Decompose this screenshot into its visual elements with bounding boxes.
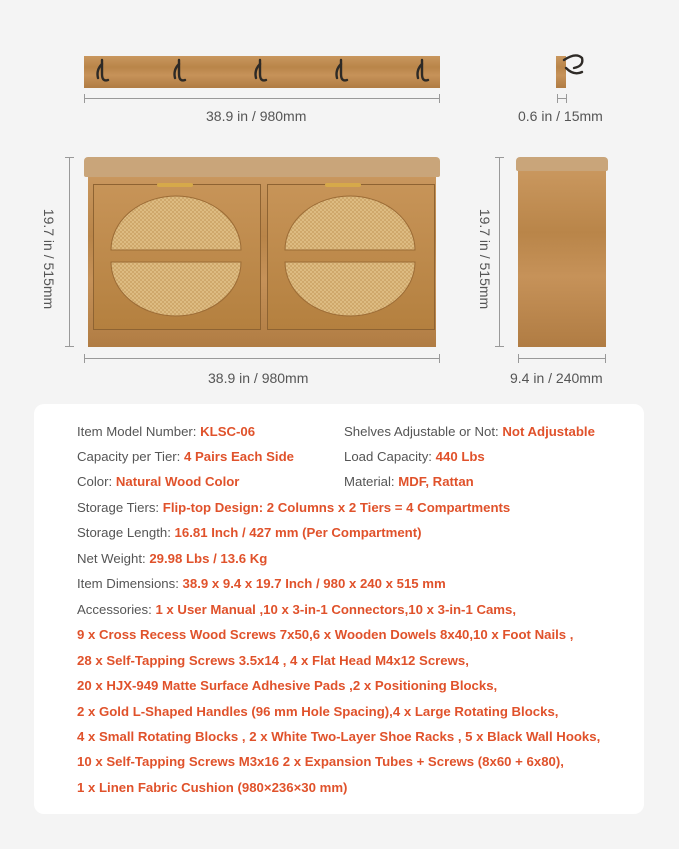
- rack-width-tick-left: [84, 94, 85, 103]
- rack-depth-label: 0.6 in / 15mm: [518, 108, 603, 124]
- accessories-line: 4 x Small Rotating Blocks , 2 x White Two-Layer Shoe Racks , 5 x Black Wall Hooks,: [77, 729, 601, 744]
- spec-weight-label: Net Weight:: [77, 551, 146, 566]
- spec-dimensions-value: 38.9 x 9.4 x 19.7 Inch / 980 x 240 x 515 mm: [182, 576, 446, 591]
- spec-tiers-value: Flip-top Design: 2 Columns x 2 Tiers = 4 Compartments: [162, 500, 511, 515]
- side-depth-tick-right: [605, 354, 606, 363]
- spec-model-label: Item Model Number:: [77, 424, 197, 439]
- accessories-line: 2 x Gold L-Shaped Handles (96 mm Hole Spacing),4 x Large Rotating Blocks,: [77, 704, 559, 719]
- accessories-line: 10 x Self-Tapping Screws M3x16 2 x Expansion Tubes + Screws (8x60 + 6x80),: [77, 754, 564, 769]
- spec-load-label: Load Capacity:: [344, 449, 432, 464]
- accessories-line: 20 x HJX-949 Matte Surface Adhesive Pads ,2 x Positioning Blocks,: [77, 678, 498, 693]
- spec-weight-value: 29.98 Lbs / 13.6 Kg: [149, 551, 268, 566]
- spec-length: [77, 525, 422, 540]
- cabinet-width-tick-left: [84, 354, 85, 363]
- side-height-label: 19.7 in / 515mm: [477, 208, 493, 310]
- side-depth-line: [518, 358, 606, 359]
- spec-dimensions-label: Item Dimensions:: [77, 576, 179, 591]
- cabinet-width-line: [84, 358, 440, 359]
- spec-capacity: [77, 449, 294, 464]
- side-height-tick-top: [495, 157, 504, 158]
- rack-depth-tick-right: [566, 94, 567, 103]
- rack-depth-tick-left: [557, 94, 558, 103]
- side-body: [518, 171, 606, 347]
- cabinet-height-line: [69, 157, 70, 347]
- cabinet-height-label: 19.7 in / 515mm: [41, 208, 57, 310]
- spec-accessories: [77, 602, 516, 617]
- spec-load: [344, 449, 485, 464]
- rack-width-tick-right: [439, 94, 440, 103]
- spec-weight: [77, 551, 267, 566]
- spec-tiers-label: Storage Tiers:: [77, 500, 160, 515]
- accessories-line: 9 x Cross Recess Wood Screws 7x50,6 x Wooden Dowels 8x40,10 x Foot Nails ,: [77, 627, 574, 642]
- spec-material-label: Material:: [344, 474, 395, 489]
- spec-length-value: 16.81 Inch / 427 mm (Per Compartment): [174, 525, 422, 540]
- spec-material: [344, 474, 474, 489]
- side-depth-label: 9.4 in / 240mm: [510, 370, 603, 386]
- spec-shelves-label: Shelves Adjustable or Not:: [344, 424, 499, 439]
- rack-width-label: 38.9 in / 980mm: [206, 108, 307, 124]
- spec-capacity-label: Capacity per Tier:: [77, 449, 181, 464]
- spec-model: [77, 424, 255, 439]
- accessories-line: 28 x Self-Tapping Screws 3.5x14 , 4 x Flat Head M4x12 Screws,: [77, 653, 469, 668]
- spec-material-value: MDF, Rattan: [398, 474, 474, 489]
- cabinet-width-tick-right: [439, 354, 440, 363]
- side-height-line: [499, 157, 500, 347]
- side-depth-tick-left: [518, 354, 519, 363]
- spec-tiers: [77, 500, 510, 515]
- spec-length-label: Storage Length:: [77, 525, 171, 540]
- spec-color-label: Color:: [77, 474, 113, 489]
- spec-color-value: Natural Wood Color: [115, 474, 240, 489]
- accessories-line: 1 x User Manual ,10 x 3-in-1 Connectors,10 x 3-in-1 Cams,: [155, 602, 517, 617]
- cabinet-height-tick-bottom: [65, 346, 74, 347]
- rattan-panels: [93, 184, 435, 330]
- spec-model-value: KLSC-06: [200, 424, 256, 439]
- spec-color: [77, 474, 239, 489]
- cabinet-height-tick-top: [65, 157, 74, 158]
- spec-shelves-value: Not Adjustable: [502, 424, 595, 439]
- spec-load-value: 440 Lbs: [435, 449, 485, 464]
- side-height-tick-bottom: [495, 346, 504, 347]
- side-cushion: [516, 157, 608, 171]
- spec-accessories-label: Accessories:: [77, 602, 152, 617]
- spec-dimensions: [77, 576, 446, 591]
- rack-side-hook: [562, 52, 586, 82]
- accessories-line: 1 x Linen Fabric Cushion (980×236×30 mm): [77, 780, 348, 795]
- rack-hooks: [84, 56, 440, 88]
- cabinet-width-label: 38.9 in / 980mm: [208, 370, 309, 386]
- spec-capacity-value: 4 Pairs Each Side: [184, 449, 294, 464]
- rack-width-line: [84, 98, 440, 99]
- cabinet-cushion: [84, 157, 440, 177]
- spec-shelves: [344, 424, 595, 439]
